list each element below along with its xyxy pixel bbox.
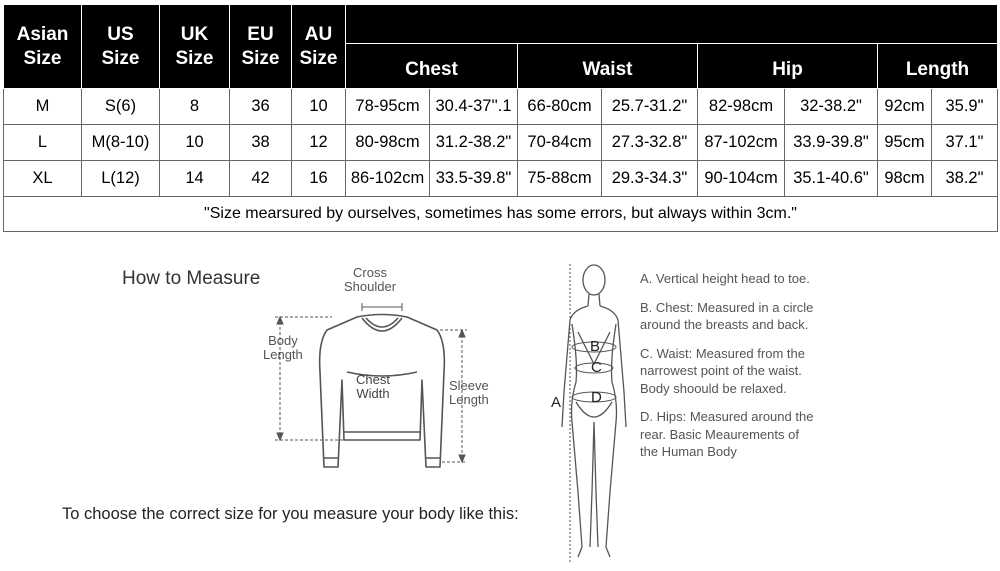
table-cell: 37.1" [932, 125, 998, 161]
header-hip: Hip [698, 44, 878, 89]
header-us-size: US Size [82, 5, 160, 89]
table-cell: 25.7-31.2" [602, 89, 698, 125]
table-cell: 36 [230, 89, 292, 125]
table-cell: 86-102cm [346, 161, 430, 197]
table-cell: 10 [292, 89, 346, 125]
header-asian-size: Asian Size [4, 5, 82, 89]
legend-item-c: C. Waist: Measured from the narrowest point of the waist. Body shoould be relaxed. [640, 345, 805, 396]
table-row [4, 161, 998, 197]
how-to-measure-title: How to Measure [122, 268, 261, 289]
table-cell: 42 [230, 161, 292, 197]
table-cell: 33.9-39.8" [785, 125, 878, 161]
table-row [4, 125, 998, 161]
header-eu-size: EU Size [230, 5, 292, 89]
sweater-measure-diagram [262, 262, 502, 477]
table-cell: M [4, 89, 82, 125]
table-cell: 80-98cm [346, 125, 430, 161]
legend-item-b: B. Chest: Measured in a circle around the breasts and back. [640, 299, 814, 332]
measurement-legend [640, 270, 820, 472]
table-cell: 92cm [878, 89, 932, 125]
table-cell: 38 [230, 125, 292, 161]
table-cell: L(12) [82, 161, 160, 197]
table-cell: 38.2" [932, 161, 998, 197]
table-cell: 12 [292, 125, 346, 161]
label-d: D [591, 389, 602, 406]
table-cell: 31.2-38.2" [430, 125, 518, 161]
table-cell: 32-38.2" [785, 89, 878, 125]
measurement-note: "Size mearsured by ourselves, sometimes has some errors, but always within 3cm." [4, 197, 998, 232]
table-cell: 30.4-37''.1 [430, 89, 518, 125]
table-cell: 33.5-39.8" [430, 161, 518, 197]
size-chart-table [3, 4, 998, 232]
table-cell: S(6) [82, 89, 160, 125]
table-cell: 27.3-32.8" [602, 125, 698, 161]
table-cell: 35.1-40.6" [785, 161, 878, 197]
body-measure-figure [548, 262, 638, 567]
table-cell: 75-88cm [518, 161, 602, 197]
label-b: B [590, 338, 601, 355]
table-row [4, 89, 998, 125]
table-cell: XL [4, 161, 82, 197]
choose-size-instruction: To choose the correct size for you measure your body like this: [62, 505, 519, 523]
table-cell: 66-80cm [518, 89, 602, 125]
header-uk-size: UK Size [160, 5, 230, 89]
table-cell: 35.9" [932, 89, 998, 125]
table-cell: 87-102cm [698, 125, 785, 161]
header-waist: Waist [518, 44, 698, 89]
label-a: A [551, 394, 562, 411]
table-cell: 78-95cm [346, 89, 430, 125]
label-chest-width: Chest Width [356, 372, 390, 401]
header-length: Length [878, 44, 998, 89]
table-cell: 90-104cm [698, 161, 785, 197]
table-cell: 16 [292, 161, 346, 197]
label-sleeve-length: Sleeve Length [449, 378, 489, 407]
table-cell: 82-98cm [698, 89, 785, 125]
table-cell: 10 [160, 125, 230, 161]
note-row [4, 197, 998, 232]
legend-item-a: A. Vertical height head to toe. [640, 271, 810, 286]
table-cell: 95cm [878, 125, 932, 161]
header-row [4, 5, 998, 44]
table-cell: 70-84cm [518, 125, 602, 161]
table-cell: L [4, 125, 82, 161]
label-c: C [591, 359, 602, 376]
table-cell: 14 [160, 161, 230, 197]
table-cell: 8 [160, 89, 230, 125]
header-blank-band [346, 5, 998, 44]
table-cell: 29.3-34.3" [602, 161, 698, 197]
header-au-size: AU Size [292, 5, 346, 89]
legend-item-d: D. Hips: Measured around the rear. Basic Meaurements of the Human Body [640, 409, 814, 459]
label-cross-shoulder: Cross Shoulder [344, 265, 397, 294]
header-chest: Chest [346, 44, 518, 89]
table-cell: M(8-10) [82, 125, 160, 161]
label-body-length: Body Length [263, 333, 303, 362]
table-cell: 98cm [878, 161, 932, 197]
